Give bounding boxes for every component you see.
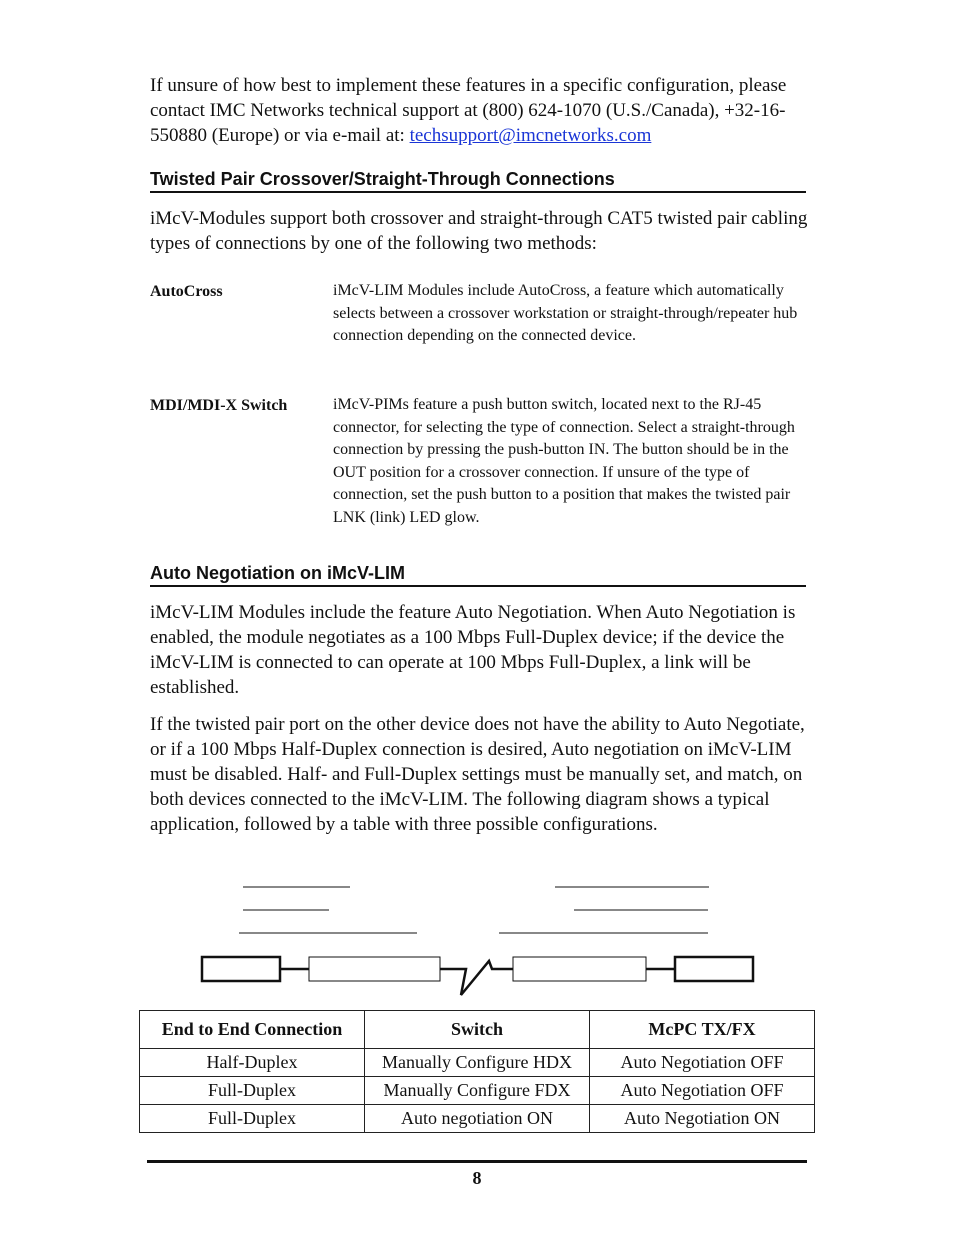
definition-description: iMcV-LIM Modules include AutoCross, a feature which automatically selects between a crossover workstation or straight-through/repeater hub connection depending on the connected device. <box>333 282 798 345</box>
table-cell: Auto Negotiation OFF <box>590 1077 815 1105</box>
table-cell: Auto negotiation ON <box>365 1105 590 1133</box>
broken-link-symbol <box>440 961 513 995</box>
page-number: 8 <box>472 1168 482 1188</box>
table-row <box>140 1049 815 1077</box>
device-box-right <box>675 957 753 981</box>
footer-divider <box>147 1160 807 1163</box>
intro-paragraph <box>150 73 810 148</box>
column-header: Switch <box>365 1011 590 1049</box>
autoneg-paragraph-2: If the twisted pair port on the other device does not have the ability to Auto Negotiate, or if a 100 Mbps Half-Duplex connection is desired, Auto negotiation on iMcV-LIM must be disabled. Half- and Full-Duplex settings must be manually set, and match, on both devices connected to the iMcV-LIM. The following diagram shows a typical application, followed by a table with three possible configurations. <box>150 714 805 835</box>
column-header: McPC TX/FX <box>590 1011 815 1049</box>
table-cell: Full-Duplex <box>140 1105 365 1133</box>
table-cell: Auto Negotiation OFF <box>590 1049 815 1077</box>
crossover-lead-paragraph: iMcV-Modules support both crossover and straight-through CAT5 twisted pair cabling types of connections by one of the following two methods: <box>150 208 808 254</box>
configuration-table <box>139 1010 815 1133</box>
intro-text: If unsure of how best to implement these features in a specific configuration, please contact IMC Networks technical support at (800) 624-1070 (U.S./Canada), +32-16-550880 (Europe) or via e-mail at: <box>150 75 787 146</box>
support-email-link[interactable]: techsupport@imcnetworks.com <box>409 125 652 146</box>
media-box-right <box>513 957 646 981</box>
table-header-row <box>140 1011 815 1049</box>
media-box-left <box>309 957 440 981</box>
table-row <box>140 1077 815 1105</box>
definition-description: iMcV-PIMs feature a push button switch, located next to the RJ-45 connector, for selecting the type of connection. Select a straight-through connection by pressing the push-button IN. The button should be in the OUT position for a crossover connection. If unsure of the type of connection, set the push button to a position that makes the twisted pair LNK (link) LED glow. <box>333 396 795 526</box>
definition-term: AutoCross <box>150 283 223 300</box>
device-box-left <box>202 957 280 981</box>
section-heading-crossover: Twisted Pair Crossover/Straight-Through Connections <box>150 168 806 193</box>
definition-term: MDI/MDI-X Switch <box>150 397 288 414</box>
autoneg-paragraph-1: iMcV-LIM Modules include the feature Auto Negotiation. When Auto Negotiation is enabled, the module negotiates as a 100 Mbps Full-Duplex device; if the device the iMcV-LIM is connected to can operate at 100 Mbps Full-Duplex, a link will be established. <box>150 602 796 698</box>
table-cell: Auto Negotiation ON <box>590 1105 815 1133</box>
column-header: End to End Connection <box>140 1011 365 1049</box>
application-diagram <box>195 876 765 1000</box>
table-cell: Full-Duplex <box>140 1077 365 1105</box>
section-heading-autoneg: Auto Negotiation on iMcV-LIM <box>150 562 806 587</box>
table-cell: Manually Configure FDX <box>365 1077 590 1105</box>
table-cell: Half-Duplex <box>140 1049 365 1077</box>
table-cell: Manually Configure HDX <box>365 1049 590 1077</box>
table-row <box>140 1105 815 1133</box>
